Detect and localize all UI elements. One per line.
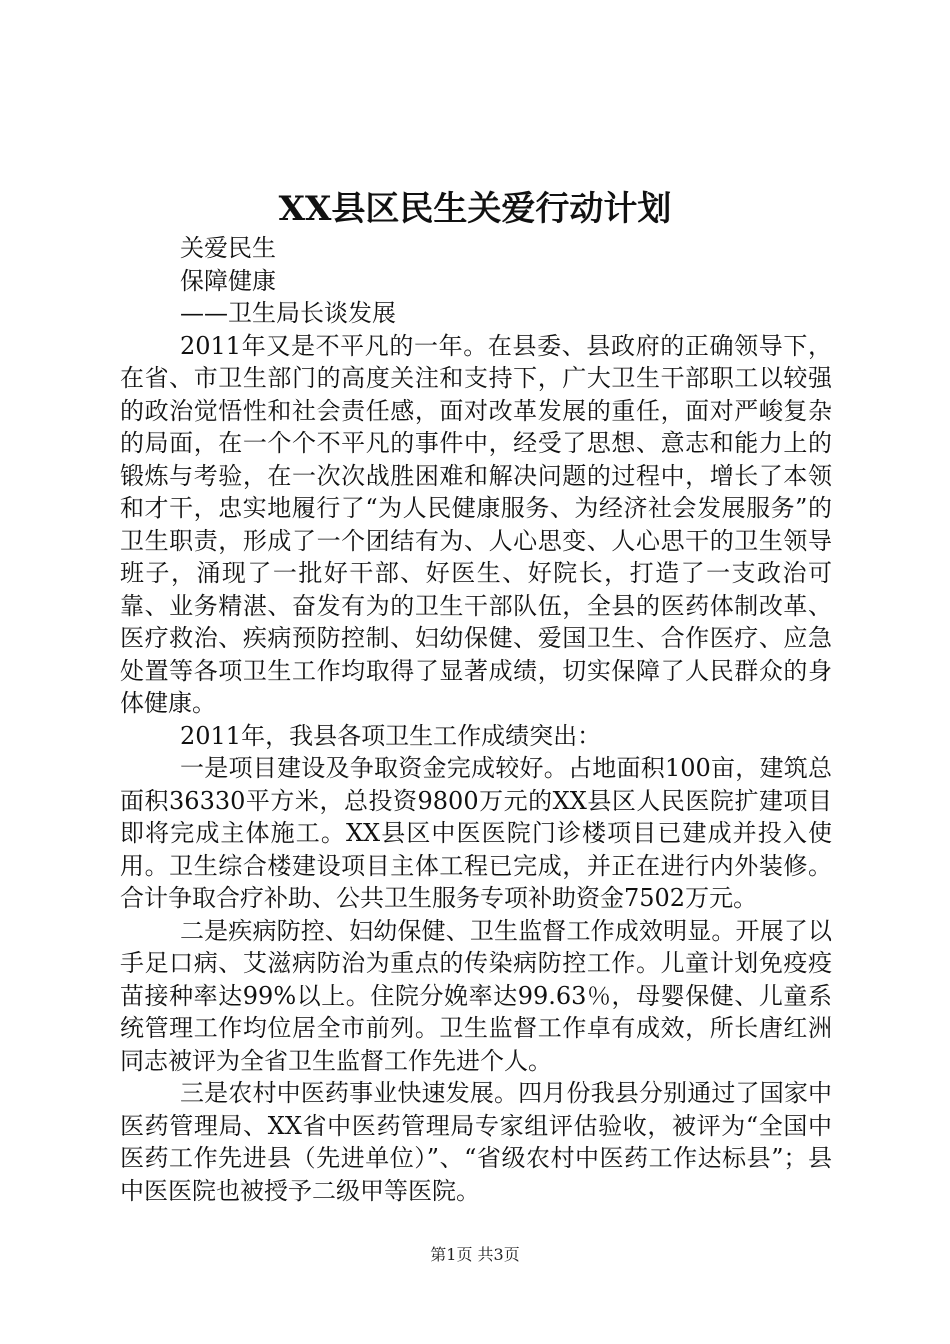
document-body <box>120 232 832 1207</box>
subtitle-line-1: 关爱民生 <box>180 234 276 262</box>
subtitle-line-3: ——卫生局长谈发展 <box>180 299 396 327</box>
paragraph-item-2: 二是疾病防控、妇幼保健、卫生监督工作成效明显。开展了以手足口病、艾滋病防治为重点的传染病防控工作。儿童计划免疫疫苗接种率达99%以上。住院分娩率达99.63％，母婴保健、儿童系统管理工作均位居全市前列。卫生监督工作卓有成效，所长唐红洲同志被评为全省卫生监督工作先进个人。 <box>120 916 832 1075</box>
paragraph-item-1: 一是项目建设及争取资金完成较好。占地面积100亩，建筑总面积36330平方米，总投资9800万元的XX县区人民医院扩建项目即将完成主体施工。XX县区中医医院门诊楼项目已建成并投入使用。卫生综合楼建设项目主体工程已完成，并正在进行内外装修。合计争取合疗补助、公共卫生服务专项补助资金7502万元。 <box>120 754 832 912</box>
subtitle-line-2: 保障健康 <box>180 266 276 295</box>
document-title: XX县区民生关爱行动计划 <box>278 189 672 229</box>
paragraph-item-3: 三是农村中医药事业快速发展。四月份我县分别通过了国家中医药管理局、XX省中医药管理局专家组评估验收，被评为“全国中医药工作先进县（先进单位）”、“省级农村中医药工作达标县”；县中医医院也被授予二级甲等医院。 <box>120 1079 832 1205</box>
page-footer: 第1页 共3页 <box>430 1245 520 1264</box>
paragraph-intro: 2011年又是不平凡的一年。在县委、县政府的正确领导下，在省、市卫生部门的高度关注和支持下，广大卫生干部职工以较强的政治觉悟性和社会责任感，面对改革发展的重任，面对严峻复杂的局面，在一个个不平凡的事件中，经受了思想、意志和能力上的锻炼与考验，在一次次战胜困难和解决问题的过程中，增长了本领和才干，忠实地履行了“为人民健康服务、为经济社会发展服务”的卫生职责，形成了一个团结有为、人心思变、人心思干的卫生领导班子，涌现了一批好干部、好医生、好院长，打造了一支政治可靠、业务精湛、奋发有为的卫生干部队伍，全县的医药体制改革、医疗救治、疾病预防控制、妇幼保健、爱国卫生、合作医疗、应急处置等各项卫生工作均取得了显著成绩，切实保障了人民群众的身体健康。 <box>120 331 832 717</box>
paragraph-summary-lead: 2011年，我县各项卫生工作成绩突出： <box>180 721 602 750</box>
